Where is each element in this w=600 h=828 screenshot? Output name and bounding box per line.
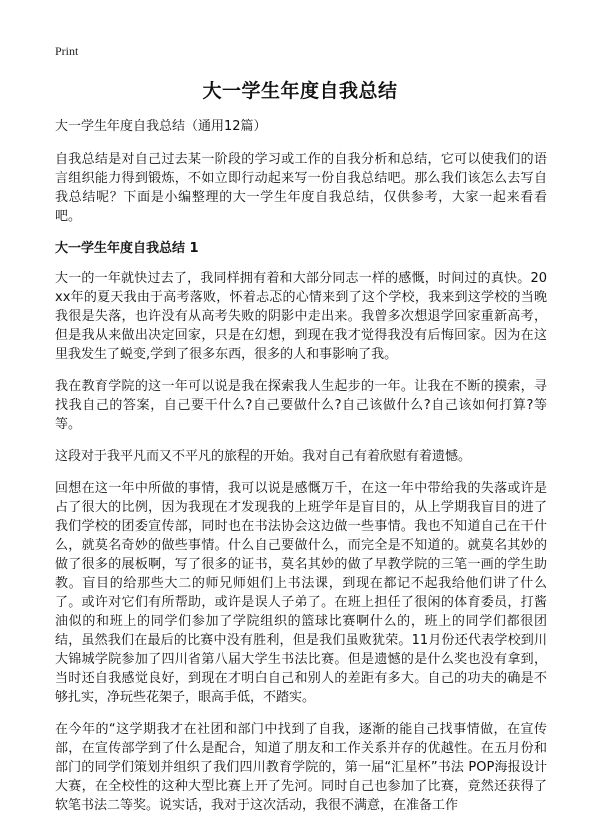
body-paragraph: 回想在这一年中所做的事情，我可以说是感慨万千，在这一年中带给我的失落或许是占了很大的比例，因为我现在才发现我的上班学年是盲目的，从上学期我盲目的进了我们学校的团委宣传部，同时也在书法协会这边做一些事情。我也不知道自己在干什么，就莫名奇妙的做些事情。什么自己要做什么，而完全是不知道的。就莫名其妙的做了很多的展板啊，写了很多的证书，莫名其妙的做了早教学院的三笔一画的学生助教。盲目的给那些大二的师兄师姐们上书法课，到现在都记不起我给他们讲了什么了。或许对它们有所帮助，或许是误人子弟了。在班上担任了很闲的体育委员，打酱油似的和班上的同学们参加了学院组织的篮球比赛啊什么的，班上的同学们都很团结，虽然我们在最后的比赛中没有胜利，但是我们虽败犹荣。11月份还代表学校到川大锦城学院参加了四川省第八届大学生书法比赛。但是遗憾的是什么奖也没有拿到，当时还自我感觉良好，到现在才明白自己和别人的差距有多大。自己的功夫的确是不够扎实，净玩些花架子，眼高手低，不踏实。 xyxy=(55,481,547,705)
print-label[interactable]: Print xyxy=(55,44,79,58)
document-subtitle: 大一学生年度自我总结（通用12篇） xyxy=(55,119,267,134)
section-heading: 大一学生年度自我总结 1 xyxy=(55,241,199,256)
body-paragraph: 我在教育学院的这一年可以说是我在探索我人生起步的一年。让我在不断的摸索，寻找我自己的答案，自己要干什么?自己要做什么?自己该做什么?自己该如何打算?等等。 xyxy=(55,379,547,432)
document-body xyxy=(55,117,547,828)
body-paragraph: 大一的一年就快过去了，我同样拥有着和大部分同志一样的感慨，时间过的真快。20xx年的夏天我由于高考落败，怀着忐忑的心情来到了这个学校，我来到这学校的当晚我很是失落，也许没有从高考失败的阴影中走出来。我曾多次想退学回家重新高考，但是我从来做出决定回家，只是在幻想，到现在我才觉得我没有后悔回家。因为在这里我发生了蜕变,学到了很多东西，很多的人和事影响了我。 xyxy=(55,271,547,362)
body-paragraph: 在今年的“这学期我才在社团和部门中找到了自我，逐渐的能自己找事情做，在宣传部，在宣传部学到了什么是配合，知道了朋友和工作关系并存的优越性。在五月份和部门的同学们策划并组织了我们四川教育学院的，第一届“汇星杯”书法 POP海报设计大赛，在全校性的这种大型比赛上开了先河。同时自己也参加了比赛，竟然还获得了软笔书法二等奖。说实话，我对于这次活动，我很不满意，在准备工作 xyxy=(55,722,547,813)
body-paragraph: 这段对于我平凡而又不平凡的旅程的开始。我对自己有着欣慰有着遗憾。 xyxy=(55,449,472,464)
intro-paragraph: 自我总结是对自己过去某一阶段的学习或工作的自我分析和总结，它可以使我们的语言组织能力得到锻炼，不如立即行动起来写一份自我总结吧。那么我们该怎么去写自我总结呢？下面是小编整理的大一学生年度自我总结，仅供参考，大家一起来看看吧。 xyxy=(55,152,547,224)
document-title: 大一学生年度自我总结 xyxy=(202,80,398,102)
